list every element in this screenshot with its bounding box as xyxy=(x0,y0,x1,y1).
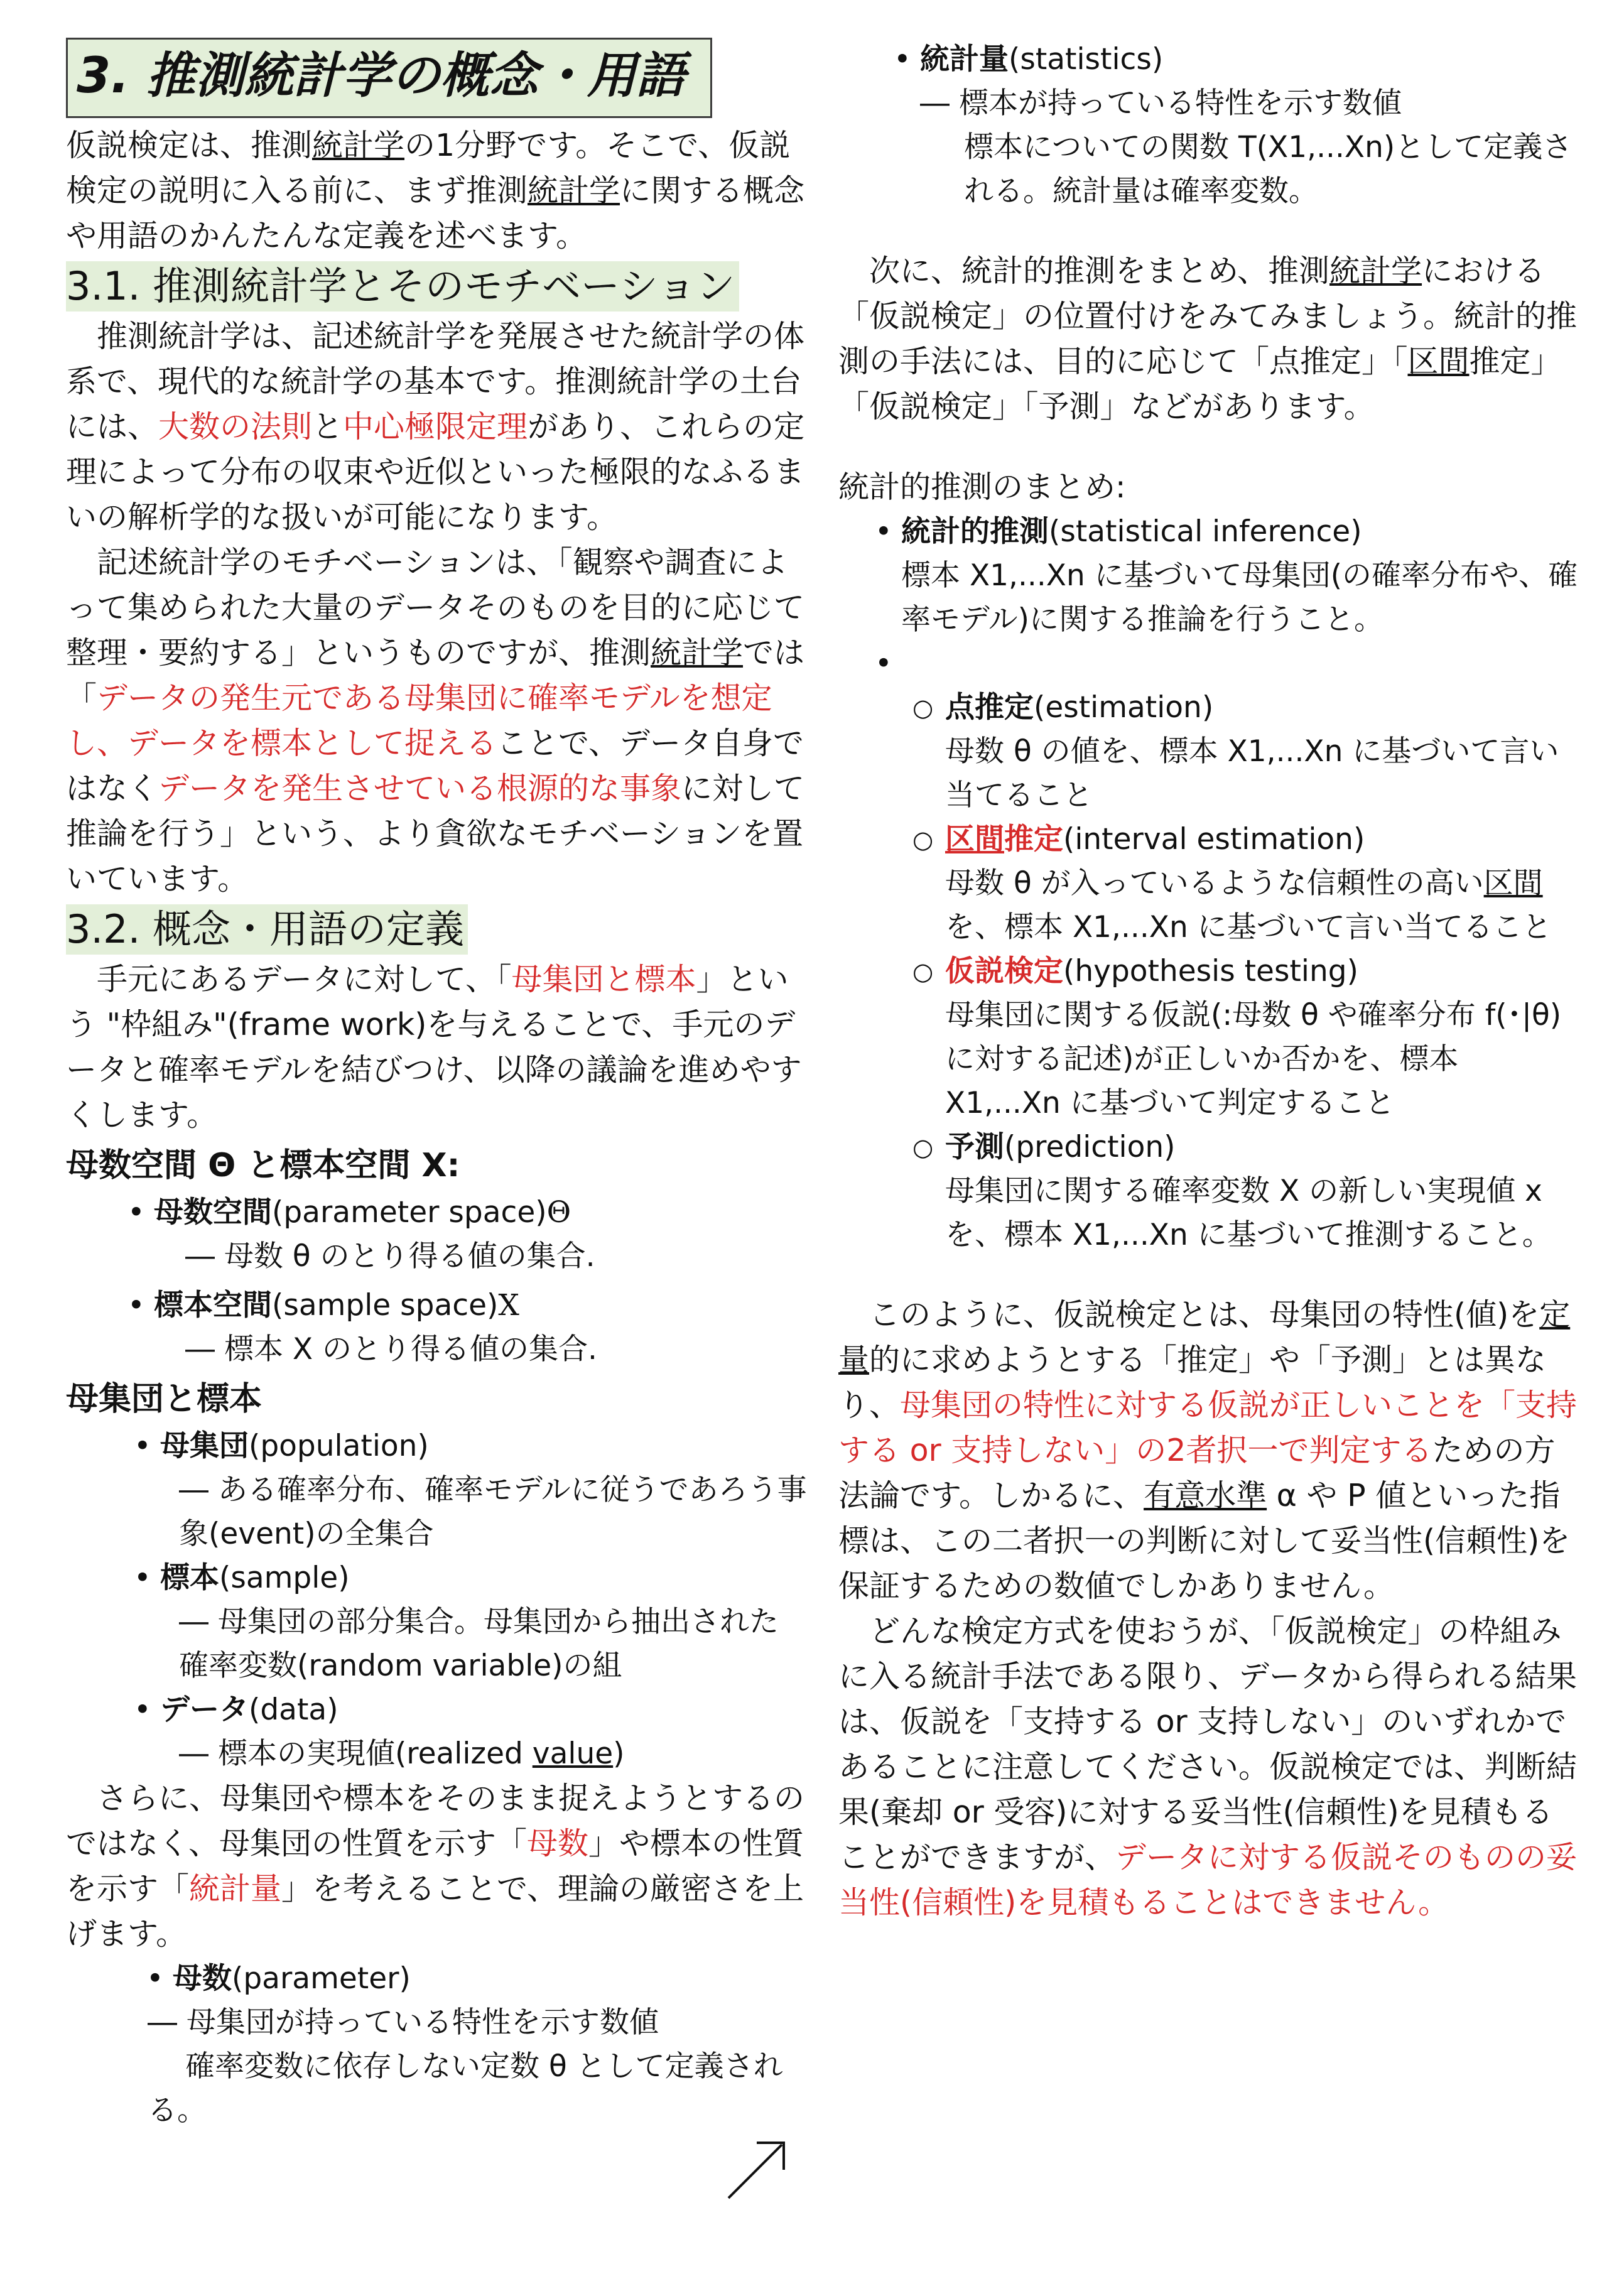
text-run: 統計学 xyxy=(528,173,620,208)
text-run: 推定」「仮説検定」「予測」などがあります。 xyxy=(838,344,1562,425)
text-run: 」を考えることで、理論の厳密さを上げます。 xyxy=(66,1871,804,1952)
definition: ― 標本が持っている特性を示す数値 xyxy=(920,86,1402,121)
text-run: 大数の法則 xyxy=(158,409,313,445)
text-run: の1分野です。そこで、仮説検定の説明に入る前に、まず推測 xyxy=(66,127,791,208)
symbol: X xyxy=(498,1288,519,1323)
term-english: (estimation) xyxy=(1034,690,1214,725)
term-english: (parameter) xyxy=(232,1961,411,1996)
section-3-1-heading: 3.1. 推測統計学とそのモチベーション xyxy=(66,261,739,311)
bullet-dot-icon: • xyxy=(894,42,911,77)
section-3-1-paragraph-2 xyxy=(66,540,807,902)
list-item-methods xyxy=(875,642,1579,686)
term: 統計量 xyxy=(920,42,1009,77)
term: 統計的推測 xyxy=(901,514,1049,549)
text-run: さらに、母集団や標本をそのまま捉えようとするのではなく、母集団の性質を示す「 xyxy=(66,1780,805,1861)
bullet-dot-icon: • xyxy=(134,1692,151,1727)
definition xyxy=(160,1732,807,1776)
spacer xyxy=(838,1257,1579,1292)
text-run: データに対する仮説そのものの妥当性(信頼性)を見積もることはできません。 xyxy=(838,1839,1578,1920)
bullet-dot-icon: • xyxy=(134,1561,151,1595)
method-prediction xyxy=(912,1125,1579,1257)
right-paragraph-1 xyxy=(838,249,1579,430)
text-run: 仮説検定は、推測 xyxy=(66,127,313,163)
definition: ― 母集団の部分集合。母集団から抽出された確率変数(random variable)の組 xyxy=(179,1605,779,1683)
summary-label: 統計的推測のまとめ: xyxy=(838,469,1126,505)
spacer xyxy=(838,214,1579,249)
text-run: 統計学 xyxy=(651,635,744,671)
circle-bullet-icon: ○ xyxy=(912,694,934,722)
method-hypothesis-testing xyxy=(912,950,1579,1125)
definition: 標本 X1,...Xn に基づいて母集団(の確率分布や、確率モデル)に関する推論を行うこと。 xyxy=(901,558,1578,637)
list-item-population xyxy=(134,1424,807,1556)
text-run: ことで、データ自身ではなく xyxy=(66,725,804,806)
text-run: どんな検定方式を使おうが、「仮説検定」の枠組みに入る統計手法である限り、データから得られる結果は、仮説を「支持する or 支持しない」のいずれかであることに注意してください。仮説検定では、判断結果(棄却 or 受容)に対する妥当性(信頼性)を見積もることができますが、 xyxy=(838,1613,1578,1875)
text-run: における「仮説検定」の位置付けをみてみましょう。統計的推測の手法には、目的に応じて「点推定」「 xyxy=(838,253,1578,379)
definition-detail: 標本についての関数 T(X1,...Xn)として定義される。統計量は確率変数。 xyxy=(964,130,1573,208)
text-run: 的に求めようとする「推定」や「予測」とは異なり、 xyxy=(838,1342,1547,1423)
statistics-list xyxy=(838,38,1579,214)
term-english: (parameter space) xyxy=(272,1195,547,1230)
list-item-sample xyxy=(134,1556,807,1688)
term: 点推定 xyxy=(945,690,1034,725)
text-run: 有意水準 xyxy=(1144,1478,1267,1514)
spaces-list xyxy=(66,1191,807,1372)
definition: ― 標本 X のとり得る値の集合. xyxy=(185,1332,597,1367)
definition-text-end: を、標本 X1,...Xn に基づいて言い当てること xyxy=(945,910,1552,945)
text-run: に関する概念や用語のかんたんな定義を述べます。 xyxy=(66,173,805,254)
section-3-1-paragraph-1 xyxy=(66,314,807,540)
bullet-dot-icon: • xyxy=(127,1288,145,1323)
term: データ xyxy=(160,1692,249,1727)
definition-underlined: value xyxy=(532,1736,614,1771)
term-english: (hypothesis testing) xyxy=(1063,954,1358,988)
circle-bullet-icon: ○ xyxy=(912,1134,934,1161)
term: 母集団 xyxy=(160,1429,249,1463)
definition: 母集団に関する仮説(:母数 θ や確率分布 f(･|θ)に対する記述)が正しいか否かを、標本 X1,...Xn に基づいて判定すること xyxy=(945,998,1562,1120)
bullet-dot-icon: • xyxy=(127,1195,145,1230)
intro-paragraph xyxy=(66,123,807,259)
term-english: (statistical inference) xyxy=(1049,514,1362,549)
bullet-dot-icon: • xyxy=(146,1961,164,1996)
text-run: 母集団の特性に対する仮説が正しいことを「支持する or 支持しない」の2者択一で判定する xyxy=(838,1387,1578,1468)
definition-text-end: ) xyxy=(613,1736,625,1771)
text-run: このように、仮説検定とは、母集団の特性(値)を xyxy=(838,1297,1540,1333)
text-run: があり、これらの定理によって分布の収束や近似といった極限的なふるまいの解析学的な扱いが可能になります。 xyxy=(66,409,805,535)
text-run: に対して推論を行う」という、より貪欲なモチベーションを置いています。 xyxy=(66,771,805,897)
text-run: では「 xyxy=(66,635,805,716)
arrow-up-right-icon xyxy=(722,2129,798,2204)
definition xyxy=(945,862,1579,950)
page-title: 3. 推測統計学の概念・用語 xyxy=(66,38,712,118)
spacer xyxy=(838,430,1579,465)
text-run: 中心極限定理 xyxy=(343,409,528,445)
definition: ― 母数 θ のとり得る値の集合. xyxy=(185,1239,595,1274)
text-run: 母数 xyxy=(527,1826,589,1861)
right-column xyxy=(838,38,1579,1925)
definition-text: 母数 θ が入っているような信頼性の高い xyxy=(945,866,1484,901)
term: 標本 xyxy=(160,1561,219,1595)
text-run: データを発生させている根源的な事象 xyxy=(158,771,682,806)
list-item-data xyxy=(134,1688,807,1776)
text-run: 次に、統計的推測をまとめ、推測 xyxy=(838,253,1330,289)
subheading-spaces: 母数空間 Θ と標本空間 X: xyxy=(66,1147,460,1184)
text-run: α や P 値といった指標は、この二者択一の判断に対して妥当性(信頼性)を保証するための数値でしかありません。 xyxy=(838,1478,1571,1604)
term: 推定 xyxy=(1004,822,1063,857)
definition-underlined: 区間 xyxy=(1483,866,1543,901)
definition: ― 母集団が持っている特性を示す数値 xyxy=(148,2005,659,2040)
list-item-parameter-space xyxy=(127,1191,807,1279)
text-run: 統計学 xyxy=(312,127,405,163)
method-point-estimation xyxy=(912,686,1579,818)
text-run: と xyxy=(312,409,344,445)
term-english: (data) xyxy=(249,1692,338,1727)
right-paragraph-2 xyxy=(838,1292,1579,1609)
left-column xyxy=(66,38,807,2133)
term: 仮説検定 xyxy=(945,954,1063,988)
term: 予測 xyxy=(945,1130,1004,1164)
circle-bullet-icon: ○ xyxy=(912,958,934,985)
definition: 母集団に関する確率変数 X の新しい実現値 x を、標本 X1,...Xn に基づいて推測すること。 xyxy=(945,1174,1552,1252)
population-list xyxy=(66,1424,807,1776)
inference-list xyxy=(838,510,1579,686)
list-item-parameter xyxy=(146,1957,807,2133)
text-run: 統計学 xyxy=(1329,253,1422,289)
term-english: (prediction) xyxy=(1004,1130,1176,1164)
bullet-dot-icon: • xyxy=(875,514,892,549)
text-run: 」という "枠組み"(frame work)を与えることで、手元のデータと確率モデルを結びつけ、以降の議論を進めやすくします。 xyxy=(66,961,802,1133)
term: 標本空間 xyxy=(154,1288,272,1323)
parameter-list xyxy=(66,1957,807,2133)
text-run: ための方法論です。しかるに、 xyxy=(838,1432,1556,1514)
definition: ― ある確率分布、確率モデルに従うであろう事象(event)の全集合 xyxy=(179,1473,807,1551)
term-english: (population) xyxy=(249,1429,429,1463)
list-item-inference xyxy=(875,510,1579,642)
text-run: 」や標本の性質を示す「 xyxy=(66,1826,804,1907)
list-item-statistics xyxy=(894,38,1579,214)
definition-detail: 確率変数に依存しない定数 θ として定義される。 xyxy=(148,2049,783,2128)
definition-text: ― 標本の実現値(realized xyxy=(179,1736,533,1771)
text-run: 定量 xyxy=(838,1297,1571,1378)
subheading-population-sample: 母集団と標本 xyxy=(66,1380,263,1418)
bullet-dot-icon: • xyxy=(875,646,892,681)
method-interval-estimation xyxy=(912,818,1579,950)
term: 母数 xyxy=(173,1961,232,1996)
circle-bullet-icon: ○ xyxy=(912,826,934,853)
symbol: Θ xyxy=(546,1195,571,1230)
text-run: データの発生元である母集団に確率モデルを想定し、データを標本として捉える xyxy=(66,680,772,761)
methods-list xyxy=(838,686,1579,1257)
text-run: 手元にあるデータに対して、「 xyxy=(66,961,512,997)
section-3-2-paragraph-2 xyxy=(66,1776,807,1957)
text-run: 区間 xyxy=(1407,344,1470,379)
definition: 母数 θ の値を、標本 X1,...Xn に基づいて言い当てること xyxy=(945,734,1559,813)
term-english: (statistics) xyxy=(1009,42,1164,77)
section-3-2-paragraph-1 xyxy=(66,957,807,1138)
term-english: (interval estimation) xyxy=(1063,822,1365,857)
text-run: 推測統計学は、記述統計学を発展させた統計学の体系で、現代的な統計学の基本です。推測統計学の土台には、 xyxy=(66,318,805,445)
list-item-sample-space xyxy=(127,1284,807,1372)
text-run: 母集団と標本 xyxy=(511,961,696,997)
text-run: 記述統計学のモチベーションは、「観察や調査によって集められた大量のデータそのものを目的に応じて整理・要約する」というものですが、推測 xyxy=(66,544,805,671)
bullet-dot-icon: • xyxy=(134,1429,151,1463)
term: 母数空間 xyxy=(154,1195,272,1230)
term-english: (sample) xyxy=(219,1561,350,1595)
text-run: 統計量 xyxy=(189,1871,282,1907)
right-paragraph-3 xyxy=(838,1609,1579,1925)
term-english: (sample space) xyxy=(272,1288,499,1323)
term-underlined: 区間 xyxy=(945,822,1004,857)
section-3-2-heading: 3.2. 概念・用語の定義 xyxy=(66,904,468,955)
